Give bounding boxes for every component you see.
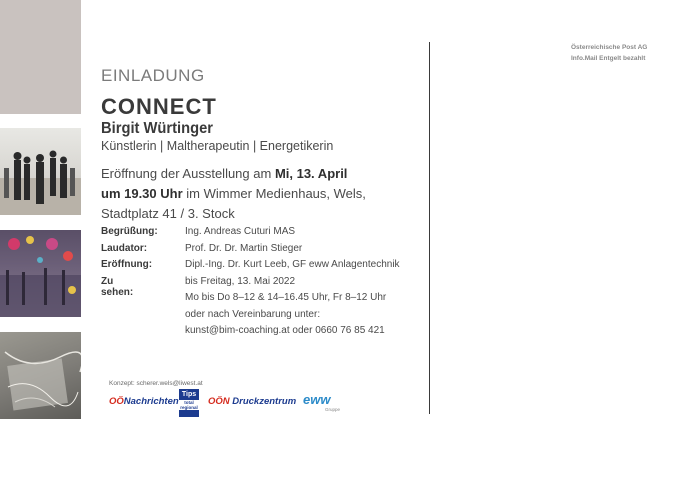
- detail-label: Begrüßung:: [101, 226, 158, 237]
- detail-value: Prof. Dr. Dr. Martin Stieger: [185, 242, 303, 254]
- opening-address: Stadtplatz 41 / 3. Stock: [101, 206, 235, 221]
- detail-value: oder nach Vereinbarung unter:: [185, 308, 321, 320]
- vertical-divider: [429, 42, 430, 414]
- detail-value: Dipl.-Ing. Dr. Kurt Leeb, GF eww Anlagentechnik: [185, 259, 400, 270]
- postage-line-2: Info.Mail Entgelt bezahlt: [571, 55, 646, 62]
- artwork-colorful-image: [0, 230, 81, 317]
- opening-date: Mi, 13. April: [274, 166, 348, 181]
- opening-venue: im Wimmer Medienhaus, Wels,: [182, 186, 366, 201]
- artist-name: Birgit Würtinger: [101, 120, 214, 137]
- detail-label: Zu sehen:: [101, 275, 134, 298]
- oon-druckzentrum-logo: OÖN Druckzentrum: [208, 396, 297, 407]
- opening-info: [101, 164, 421, 224]
- detail-label: Eröffnung:: [101, 259, 153, 270]
- detail-label: Laudator:: [101, 242, 148, 254]
- grey-color-block: [0, 0, 81, 114]
- artwork-grey-abstract-image: [0, 332, 81, 419]
- detail-value: Ing. Andreas Cuturi MAS: [185, 226, 296, 237]
- artwork-figures-image: [0, 128, 81, 215]
- exhibition-title: CONNECT: [101, 94, 217, 119]
- artist-roles: Künstlerin | Maltherapeutin | Energetikerin: [101, 139, 334, 153]
- postage-line-1: Österreichische Post AG: [571, 44, 648, 51]
- opening-text-1: Eröffnung der Ausstellung am: [101, 166, 275, 181]
- eww-logo: eww Gruppe: [303, 392, 341, 412]
- postage-note: [571, 42, 647, 64]
- detail-value: kunst@bim-coaching.at oder 0660 76 85 421: [185, 325, 385, 336]
- tips-logo: Tips total regional: [179, 389, 199, 417]
- detail-value: bis Freitag, 13. Mai 2022: [185, 275, 296, 287]
- kicker-label: EINLADUNG: [101, 66, 205, 85]
- oon-nachrichten-logo: OÖNachrichten: [109, 396, 179, 407]
- detail-value: Mo bis Do 8–12 & 14–16.45 Uhr, Fr 8–12 Uhr: [185, 292, 387, 303]
- opening-time: um 19.30 Uhr: [101, 186, 183, 201]
- concept-credit: Konzept: scherer.wels@liwest.at: [109, 380, 203, 387]
